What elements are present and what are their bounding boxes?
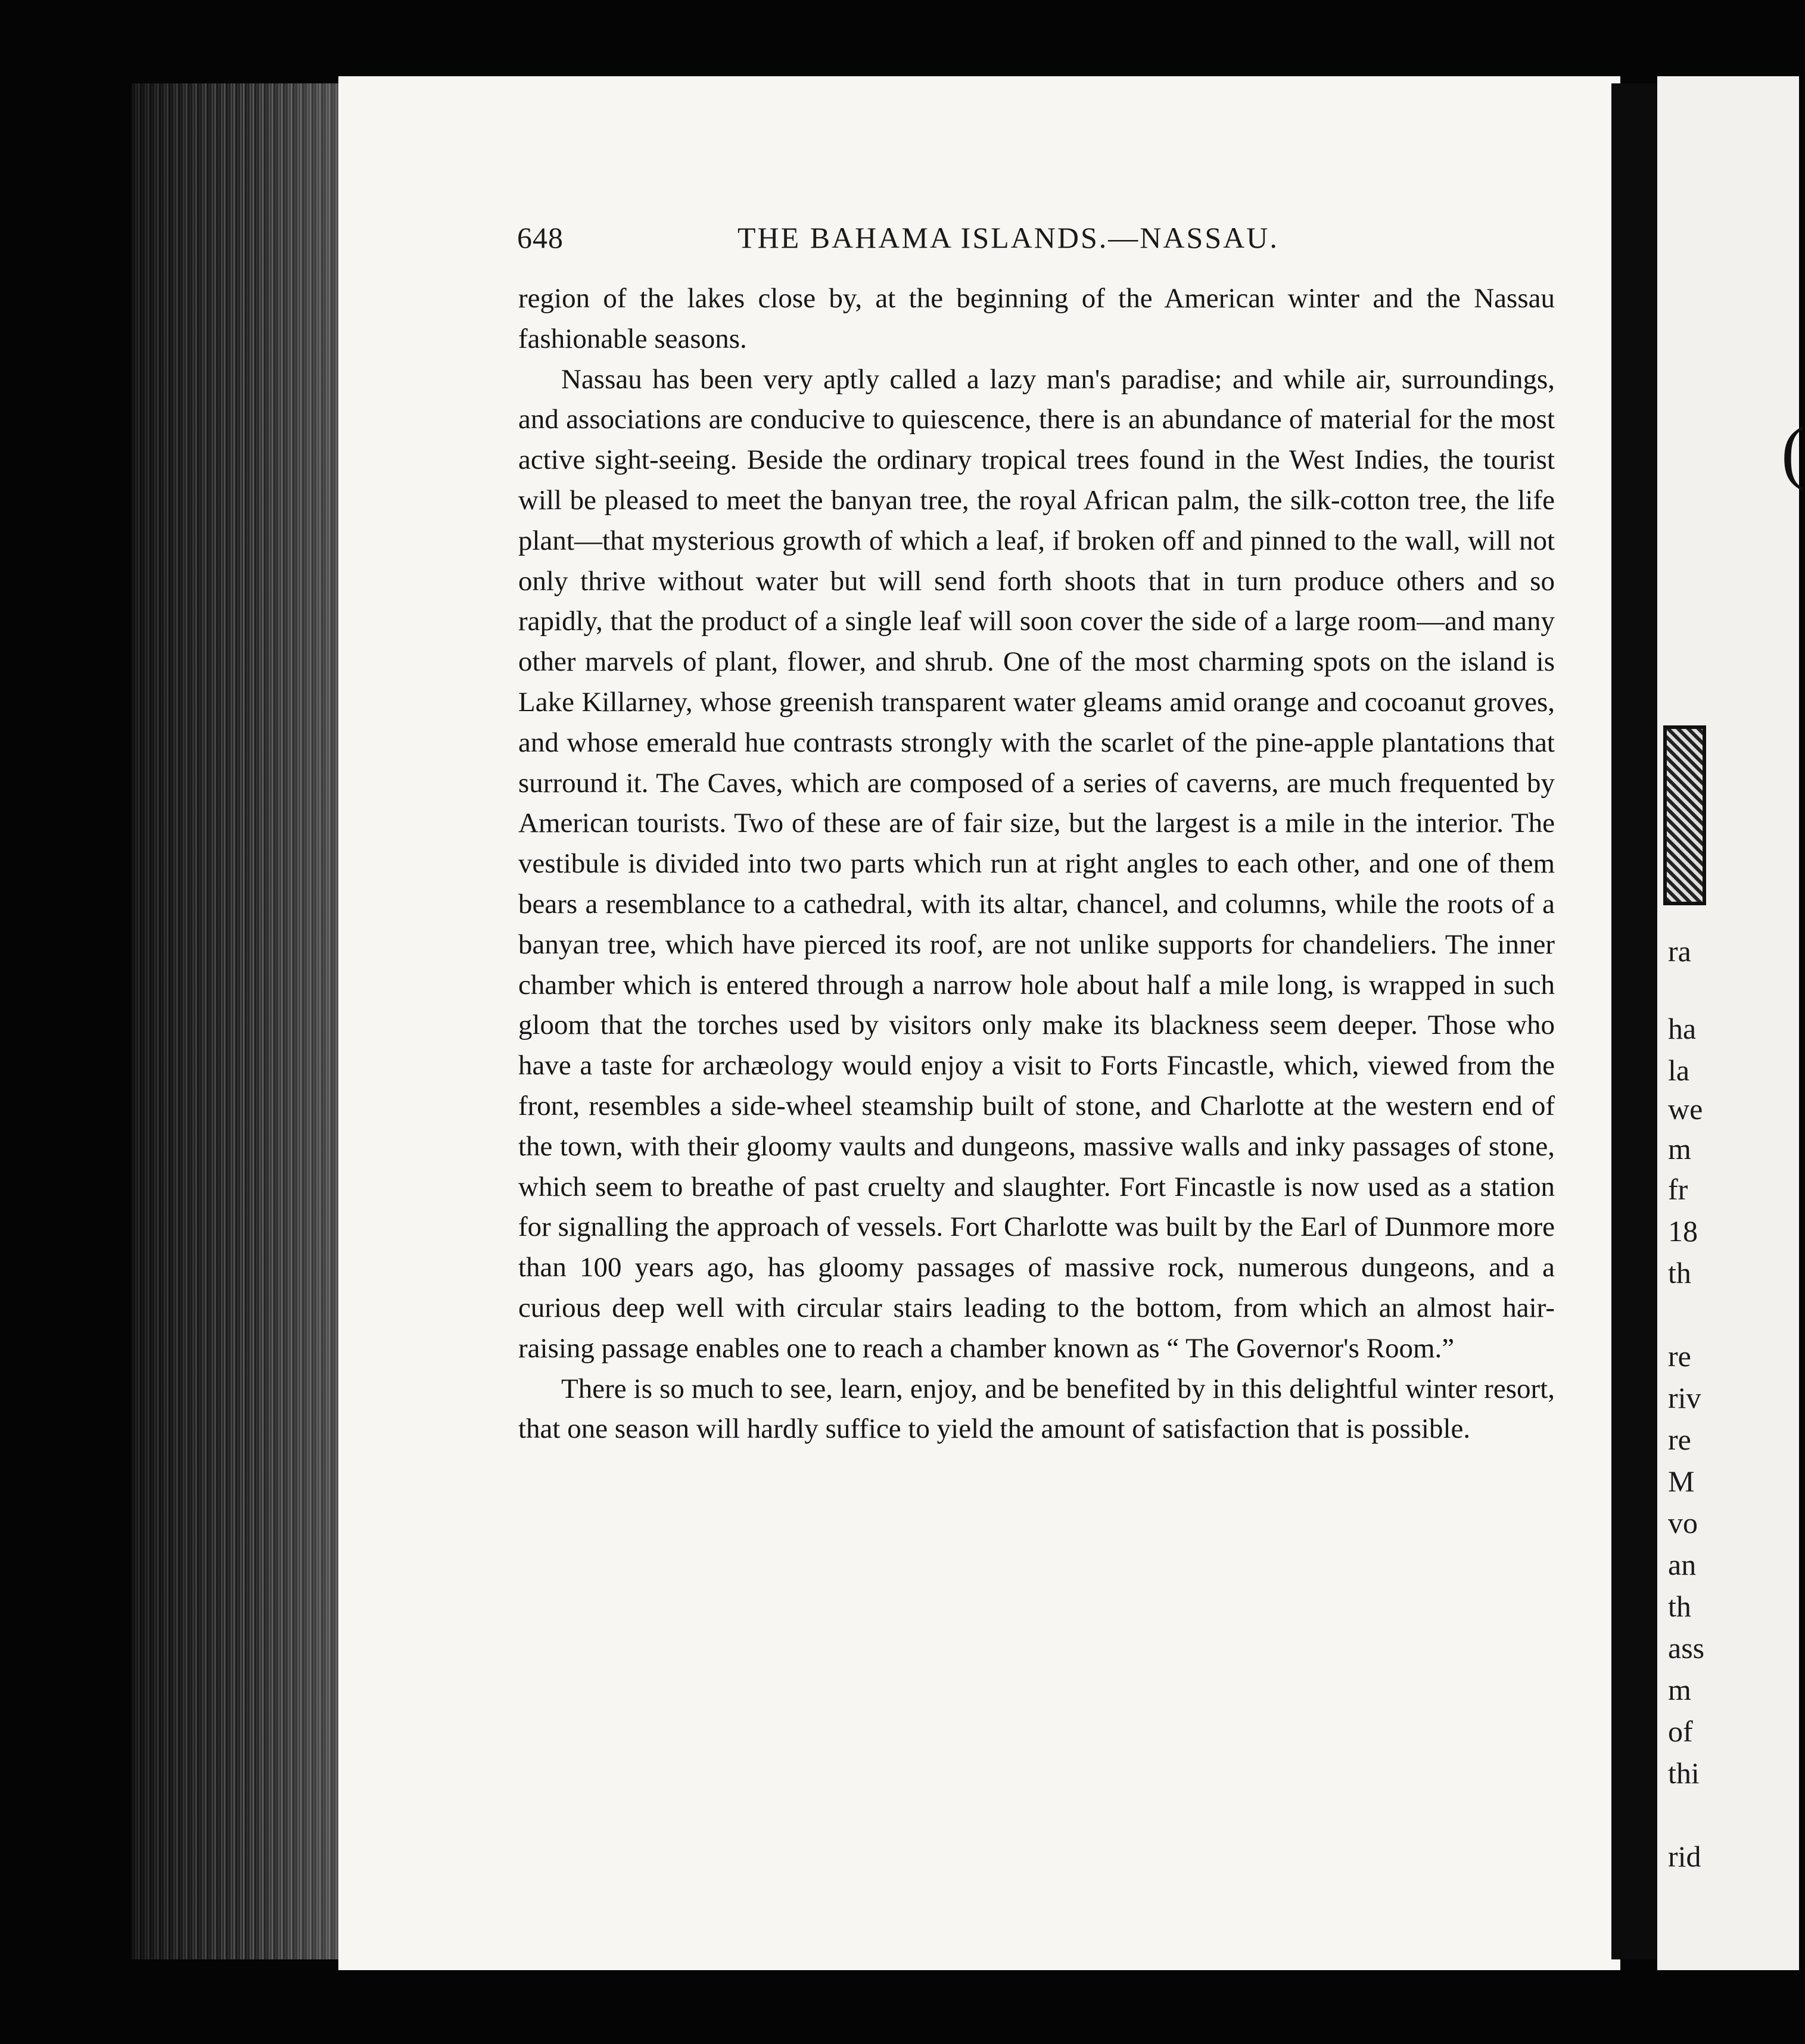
next-page-line: ass — [1668, 1631, 1705, 1665]
next-page-line: rid — [1668, 1840, 1701, 1873]
body-text — [518, 279, 1555, 1450]
next-page-sliver — [1657, 76, 1799, 1970]
book-page-edges — [131, 83, 340, 1959]
next-page-line: m — [1668, 1673, 1691, 1706]
next-page-line: vo — [1668, 1506, 1698, 1540]
next-page-line: m — [1668, 1132, 1691, 1166]
next-page-line: ha — [1668, 1012, 1697, 1045]
book-gutter — [1611, 83, 1659, 1959]
next-page-large-letter: ( — [1781, 412, 1805, 491]
next-page-line: th — [1668, 1256, 1691, 1289]
next-page-line: th — [1668, 1590, 1691, 1623]
next-page-line: an — [1668, 1548, 1697, 1581]
next-page-line: M — [1668, 1465, 1695, 1498]
next-page-line: re — [1668, 1423, 1691, 1456]
page-number: 648 — [517, 221, 564, 254]
decorative-initial-box — [1663, 725, 1706, 905]
next-page-line: riv — [1668, 1381, 1701, 1414]
running-head-title: THE BAHAMA ISLANDS.—NASSAU. — [737, 221, 1279, 254]
next-page-line: we — [1668, 1092, 1703, 1126]
next-page-line: ra — [1668, 934, 1691, 968]
paragraph-closing: There is so much to see, learn, enjoy, and be benefited by in this delightful winter resort, that one season will hardly suffice to yield the amount of satisfaction that is possible. — [518, 1373, 1555, 1445]
next-page-line: 18 — [1668, 1214, 1698, 1248]
paragraph-continuation: region of the lakes close by, at the beginning of the American winter and the Nassau fashionable seasons. — [518, 283, 1555, 354]
next-page-line: of — [1668, 1715, 1693, 1748]
next-page-line: la — [1668, 1054, 1690, 1087]
next-page-line: re — [1668, 1339, 1691, 1373]
next-page-line: thi — [1668, 1756, 1700, 1790]
next-page-line: fr — [1668, 1173, 1688, 1206]
running-head — [517, 220, 1357, 262]
paragraph-nassau: Nassau has been very aptly called a lazy man's paradise; and while air, surroundings, and associations are conducive to quiescence, there is an abundance of material for the most active sight-seeing. Beside the ordinary tropical trees found in the West Indies, the tourist will be pleased to meet the banyan tree, the royal African palm, the silk-cotton tree, the life plant—that mysterious growth of which a leaf, if broken off and pinned to the wall, will not only thrive without water but will send forth shoots that in turn produce others and so rapidly, that the product of a single leaf will soon cover the side of a large room—and many other marvels of plant, flower, and shrub. One of the most charming spots on the island is Lake Killarney, whose greenish transparent water gleams amid orange and cocoanut groves, and whose emerald hue contrasts strongly with the scarlet of the pine-apple plantations that surround it. The Caves, which are composed of a series of caverns, are much frequented by American tourists. Two of these are of fair size, but the largest is a mile in the interior. The vestibule is divided into two parts which run at right angles to each other, and one of them bears a resemblance to a cathedral, with its altar, chancel, and columns, while the roots of a banyan tree, which have pierced its roof, are not unlike supports for chandeliers. The inner chamber which is entered through a narrow hole about half a mile long, is wrapped in such gloom that the torches used by visitors only make its blackness seem deeper. Those who have a taste for archæology would enjoy a visit to Forts Fincastle, which, viewed from the front, resembles a side-wheel steamship built of stone, and Charlotte at the western end of the town, with their gloomy vaults and dungeons, massive walls and inky passages of stone, which seem to breathe of past cruelty and slaughter. Fort Fincastle is now used as a station for signalling the approach of vessels. Fort Charlotte was built by the Earl of Dunmore more than 100 years ago, has gloomy passages of massive rock, numerous dungeons, and a curious deep well with circular stairs leading to the bottom, from which an almost hair-raising passage enables one to reach a chamber known as “ The Governor's Room.” — [518, 363, 1555, 1364]
